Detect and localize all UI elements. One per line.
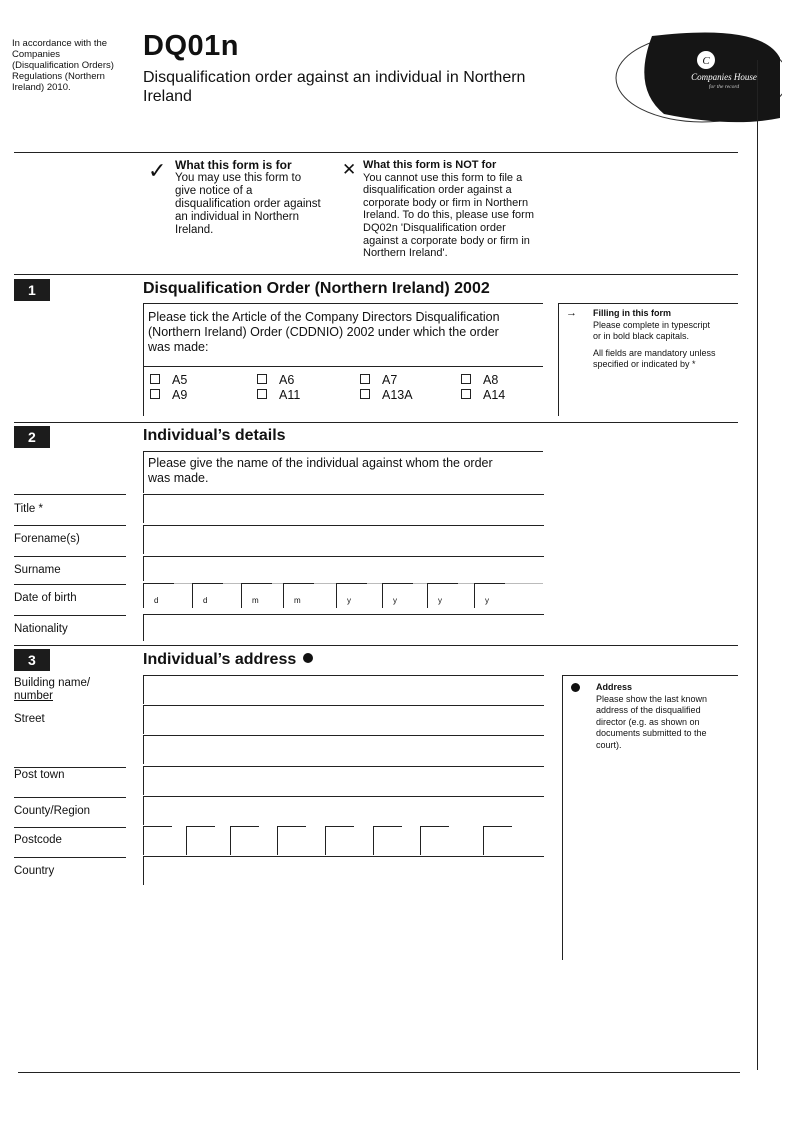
checkbox-a7[interactable]: A7 xyxy=(360,373,397,387)
dob-day-2[interactable]: d xyxy=(192,583,223,608)
section-number: 2 xyxy=(14,426,50,448)
checkbox-a13a[interactable]: A13A xyxy=(360,388,413,402)
dob-day-1[interactable]: d xyxy=(143,583,174,608)
right-margin-rule xyxy=(757,60,758,1070)
post-town-label: Post town xyxy=(14,769,65,781)
logo-text: Companies House xyxy=(691,72,757,82)
svg-text:C: C xyxy=(702,55,710,67)
label-rule xyxy=(14,494,126,495)
what-form-is-for: What this form is for You may use this form to give notice of a disqualification order against an individual in Northern Ireland. xyxy=(175,158,321,236)
dob-year-2[interactable]: y xyxy=(382,583,413,608)
dob-year-4[interactable]: y xyxy=(474,583,505,608)
postcode-char-1[interactable] xyxy=(143,826,172,855)
section-number: 1 xyxy=(14,279,50,301)
dob-year-1[interactable]: y xyxy=(336,583,367,608)
post-town-field[interactable] xyxy=(143,766,544,795)
section1-instruction: Please tick the Article of the Company Directors Disqualification (Northern Ireland) Order (CDDNIO) 2002 under which the order was made: xyxy=(148,310,500,354)
section2-box-top xyxy=(143,451,543,452)
postcode-label: Postcode xyxy=(14,834,62,846)
form-code: DQ01n xyxy=(143,30,239,62)
section3-rule xyxy=(14,645,738,646)
section1-box-top xyxy=(143,303,543,304)
checkbox-a14[interactable]: A14 xyxy=(461,388,505,402)
surname-field[interactable] xyxy=(143,556,544,581)
dob-year-3[interactable]: y xyxy=(427,583,458,608)
postcode-char-6[interactable] xyxy=(373,826,402,855)
section-title: Individual’s address xyxy=(143,651,313,669)
street-field-1[interactable] xyxy=(143,705,544,734)
section2-instruction: Please give the name of the individual against whom the order was made. xyxy=(148,456,493,485)
postcode-char-3[interactable] xyxy=(230,826,259,855)
what-form-is-not-for: What this form is NOT for You cannot use this form to file a disqualification order against a corporate body or firm in Northern Ireland. To do this, please use form DQ02n 'Disqualification order against a corporate body or firm in Northern Ireland'. xyxy=(363,159,535,260)
forename-field[interactable] xyxy=(143,525,544,554)
dob-label: Date of birth xyxy=(14,592,77,604)
section1-box-left xyxy=(143,303,144,416)
title-field[interactable] xyxy=(143,494,544,523)
logo-tagline: for the record xyxy=(708,84,740,90)
section1-options-rule xyxy=(143,366,543,367)
label-rule xyxy=(14,556,126,557)
forename-label: Forename(s) xyxy=(14,533,80,545)
side-note-top xyxy=(558,303,738,304)
checkbox-a5[interactable]: A5 xyxy=(150,373,187,387)
nationality-label: Nationality xyxy=(14,623,68,635)
section2-rule xyxy=(14,422,738,423)
label-rule xyxy=(14,797,126,798)
checkbox-a9[interactable]: A9 xyxy=(150,388,187,402)
dob-month-2[interactable]: m xyxy=(283,583,314,608)
checkbox-a11[interactable]: A11 xyxy=(257,388,300,402)
legal-basis: In accordance with the Companies (Disqualification Orders) Regulations (Northern Ireland) 2010. xyxy=(12,38,114,93)
dob-month-1[interactable]: m xyxy=(241,583,272,608)
label-rule xyxy=(14,857,126,858)
checkbox-a8[interactable]: A8 xyxy=(461,373,498,387)
note-1-icon xyxy=(303,653,313,663)
postcode-char-7[interactable] xyxy=(420,826,449,855)
address-note: Address Please show the last known address of the disqualified director (e.g. as shown on documents submitted to the court). xyxy=(596,682,708,750)
section-title: Individual’s details xyxy=(143,427,286,444)
country-field[interactable] xyxy=(143,856,544,885)
label-rule xyxy=(14,767,126,768)
label-rule xyxy=(14,525,126,526)
section-number: 3 xyxy=(14,649,50,671)
nationality-field[interactable] xyxy=(143,614,544,641)
surname-label: Surname xyxy=(14,564,61,576)
address-note-rule xyxy=(562,675,563,960)
title-label: Title * xyxy=(14,503,43,515)
arrow-icon: → xyxy=(566,307,577,319)
form-title: Disqualification order against an individual in Northern Ireland xyxy=(143,69,526,105)
section1-rule xyxy=(14,274,738,275)
street-label: Street xyxy=(14,713,45,725)
postcode-char-2[interactable] xyxy=(186,826,215,855)
tick-icon: ✓ xyxy=(148,158,167,183)
side-note-rule xyxy=(558,303,559,416)
section-title: Disqualification Order (Northern Ireland) 2002 xyxy=(143,280,490,297)
country-label: Country xyxy=(14,865,55,877)
county-label: County/Region xyxy=(14,805,91,817)
postcode-char-4[interactable] xyxy=(277,826,306,855)
label-rule xyxy=(14,584,126,585)
postcode-char-8[interactable] xyxy=(483,826,512,855)
building-label: Building name/ number xyxy=(14,677,91,702)
building-field[interactable] xyxy=(143,675,544,704)
label-rule xyxy=(14,615,126,616)
footer-rule xyxy=(18,1072,740,1073)
county-field[interactable] xyxy=(143,796,544,825)
postcode-char-5[interactable] xyxy=(325,826,354,855)
header-divider xyxy=(14,152,738,153)
street-field-2[interactable] xyxy=(143,735,544,764)
address-note-top xyxy=(562,675,738,676)
filling-in-note: Filling in this form Please complete in typescript or in bold black capitals. All fields are mandatory unless specified or indicated by * xyxy=(593,308,716,369)
label-rule xyxy=(14,827,126,828)
section2-box-left xyxy=(143,451,144,493)
note-1-icon xyxy=(571,683,580,692)
checkbox-a6[interactable]: A6 xyxy=(257,373,294,387)
cross-icon: ✕ xyxy=(342,160,357,179)
